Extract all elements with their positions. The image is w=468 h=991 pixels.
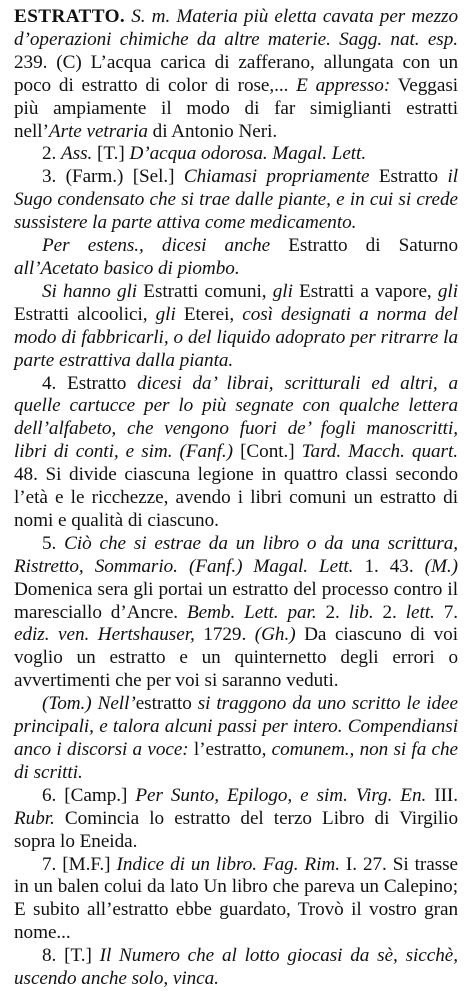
entry-text-segment: 48. Si divide ciascuna legione in quattro classi secondo l’età e le ricchezze, avendo i libri comuni un estratto di nomi e qualità di ciascuno. (14, 464, 458, 531)
entry-text-segment: 7. (434, 601, 458, 623)
entry-text-segment: III. (426, 784, 459, 806)
entry-text-segment: 2. (42, 143, 62, 165)
entry-text-segment: Si hanno gli (42, 280, 138, 302)
entry-text-segment: così designati a norma del modo di fabbricarli, o del liquido adoprato per ritrarre la parte estrattiva dalla pianta. (14, 303, 459, 371)
entry-text-segment: di Antonio Neri. (147, 120, 278, 142)
entry-text-segment: D’acqua odorosa. Magal. Lett. (129, 143, 367, 165)
entry-text-segment: 2. (373, 601, 406, 623)
entry-text-segment: (Gh.) (254, 624, 296, 646)
entry-paragraph (14, 785, 458, 854)
entry-text-segment: Estratti a vapore, (292, 280, 438, 302)
entry-text-segment: Tard. Macch. quart. (301, 441, 458, 463)
headword: ESTRATTO. (14, 6, 126, 27)
entry-text-segment: 2. (316, 601, 349, 623)
entry-text-segment: ediz. ven. Hertshauser, (14, 624, 195, 646)
entry-text-segment: Arte vetraria (48, 120, 148, 142)
entry-text-segment: l’estratto, (188, 739, 272, 760)
entry-text-segment: 4. Estratto (42, 372, 138, 394)
entry-paragraph (14, 6, 458, 143)
entry-text-segment: Il Numero che al lotto giocasi da sè, sicchè, uscendo anche solo, vinca. (14, 945, 458, 990)
entry-text-segment: Estratti comuni, (137, 280, 273, 302)
entry-text-segment: Chiamasi propriamente (183, 166, 370, 188)
entry-text-segment: Estratto (369, 166, 448, 188)
entry-text-segment: 1729. (194, 624, 255, 646)
entry-text-segment: 7. [M.F.] (42, 853, 117, 875)
entry-text-segment: 1. 43. (353, 555, 425, 577)
entry-text-segment: Comincia lo estratto del terzo Libro di Virgilio sopra lo Eneida. (14, 807, 458, 852)
entry-text-segment: Domenica sera gli portai un estratto del processo contro il maresciallo d’Ancre. (14, 578, 458, 623)
entry-text-segment: E appresso: (296, 74, 391, 96)
entry-text-segment: Ass. (61, 143, 93, 165)
entry-text-segment: all’Acetato basico di piombo. (14, 257, 240, 279)
entry-text-segment: 239. (C) L’acqua carica di zafferano, allungata con un poco di estratto di color di rose,... (14, 51, 458, 96)
entry-paragraph (14, 373, 458, 533)
entry-text-segment: 6. [Camp.] (42, 784, 136, 806)
entry-text-segment: 3. (Farm.) [Sel.] (42, 166, 184, 188)
entry-text-segment: 8. [T.] (42, 945, 100, 967)
entry-text-segment: [T.] (92, 143, 130, 165)
entry-text-segment: S. m. Materia più eletta cavata per mezzo d’operazioni chimiche da altre materie. Sagg. nat. esp. (14, 6, 458, 50)
entry-text-segment: comunem., non si fa che di scritti. (14, 739, 458, 783)
entry-paragraph (14, 143, 458, 166)
entry-text-segment: (Tom.) Nell’ (42, 693, 136, 715)
entry-text-segment: gli (437, 280, 458, 302)
entry-paragraph (14, 235, 458, 281)
entry-text-segment: Per Sunto, Epilogo, e sim. Virg. En. (135, 784, 427, 806)
entry-paragraph (14, 945, 458, 991)
entry-text-segment: 5. (42, 532, 65, 554)
entry-paragraph (14, 854, 458, 946)
entry-text-segment: lett. (405, 601, 435, 623)
entry-text-segment: il Sugo condensato che si trae dalle piante, e in cui si crede sussistere la parte attiva come medicamento. (14, 166, 458, 234)
entry-text-segment: si traggono da uno scritto le idee principali, e talora alcuni passi per intero. Compendiansi anco i discorsi a voce: (14, 693, 458, 760)
entry-text-segment: Eterei, (175, 303, 243, 325)
entry-text-segment: Ciò che si estrae da un libro o da una scrittura, Ristretto, Sommario. (Fanf.) Magal. Lett. (14, 532, 458, 577)
entry-text-segment: I. 27. Si trasse in un balen colui da lato Un libro che pareva un Calepino; E subito all’estratto ebbe guardato, Trovò il vostro gran nome... (14, 853, 458, 944)
entry-text-segment: Veggasi più ampiamente il modo di far simiglianti estratti nell’ (14, 74, 459, 142)
entry-text-segment: Rubr. (14, 807, 55, 829)
entry-text-segment: Estratti alcoolici, (14, 303, 156, 325)
entry-text-segment: Bemb. Lett. par. (186, 601, 317, 623)
entry-text-segment: Estratto di Saturno (270, 235, 458, 257)
entry-paragraph (14, 281, 458, 373)
entry-text-segment: Da ciascuno di voi voglio un estratto e un quinternetto degli errori o avvertimenti che per voi si saranno veduti. (14, 624, 458, 692)
entry-text-segment: [Cont.] (233, 441, 302, 463)
dictionary-entry-estratto (14, 6, 458, 991)
entry-text-segment: dicesi da’ librai, scritturali ed altri, a quelle cartucce per lo più segnate con qualche lettera dell’alfabeto, che vengono fuori de’ fogli manoscritti, libri di conti, e sim. (Fanf.) (14, 372, 458, 463)
entry-paragraph (14, 166, 458, 235)
entry-text-segment: Per estens., dicesi anche (42, 235, 271, 257)
entry-text-segment: lib. (348, 601, 374, 623)
entry-text-segment: gli (272, 280, 293, 302)
entry-text-segment: estratto (135, 693, 198, 715)
entry-paragraph (14, 533, 458, 693)
entry-text-segment: Indice di un libro. Fag. Rim. (116, 853, 340, 875)
entry-paragraph (14, 693, 458, 785)
entry-text-segment: (M.) (424, 555, 458, 577)
entry-text-segment: gli (155, 303, 176, 325)
